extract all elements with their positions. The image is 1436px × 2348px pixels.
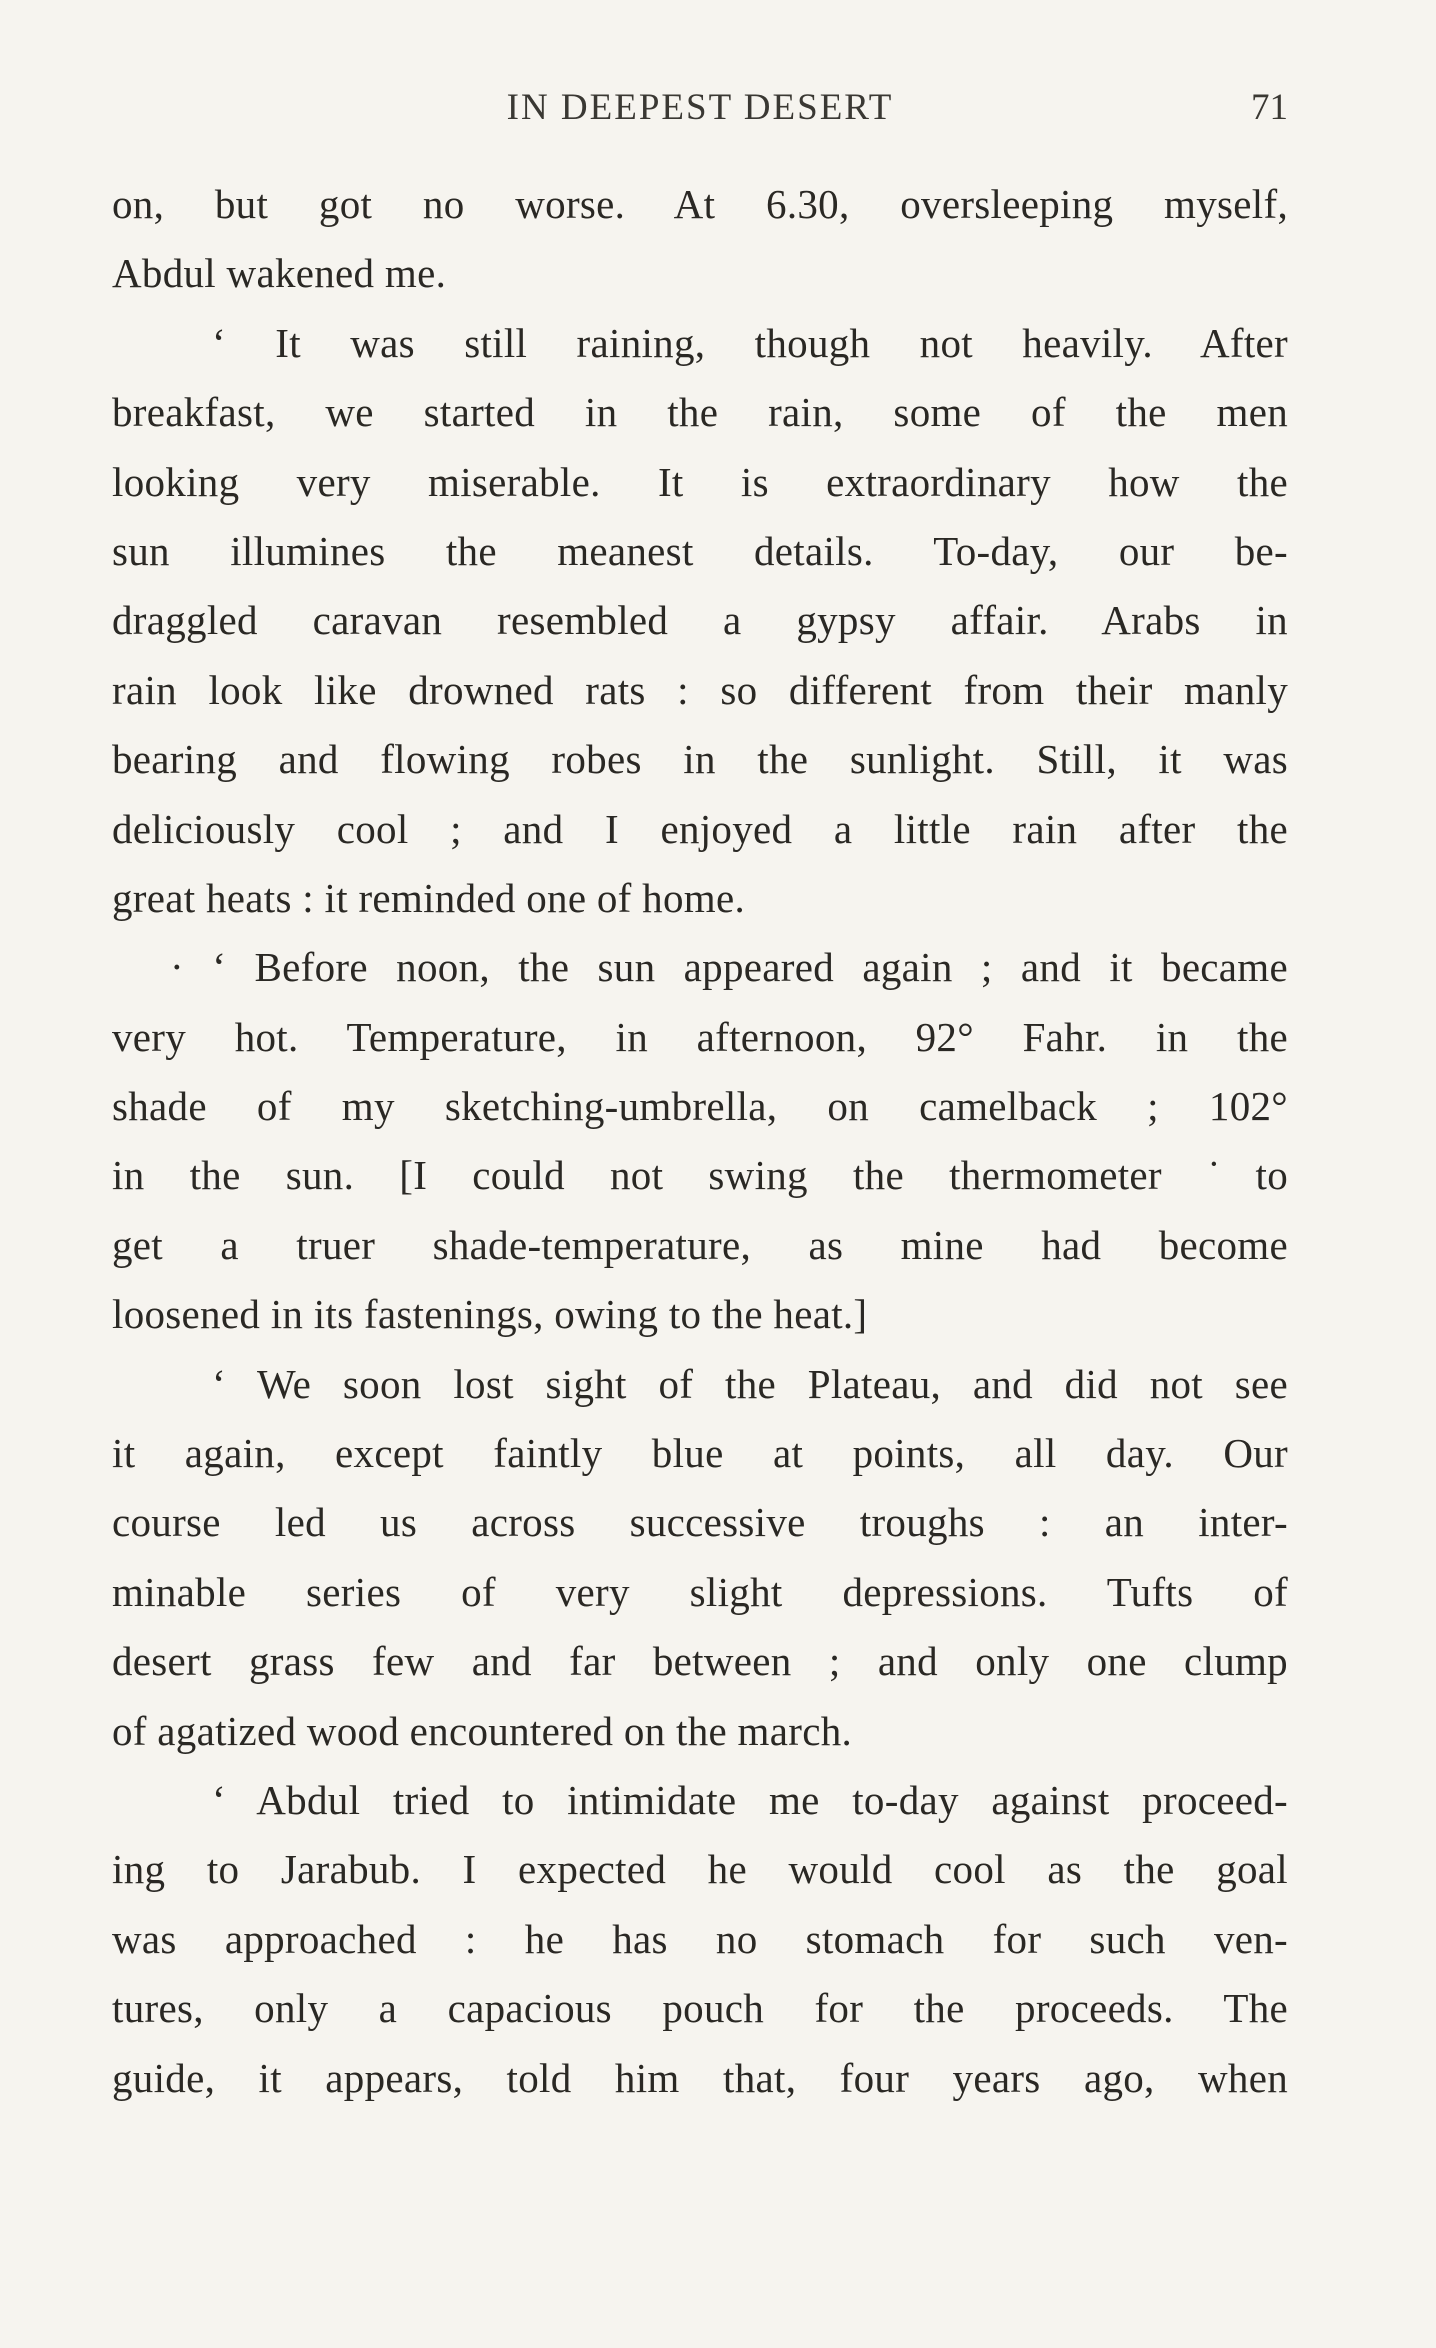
text-line: great heats : it reminded one of home.: [112, 874, 746, 921]
text-line: draggled caravan resembled a gypsy affair. Arabs in: [112, 597, 1288, 644]
text-line: breakfast, we started in the rain, some of the men: [112, 389, 1288, 436]
running-head: [112, 86, 1288, 146]
text-line: course led us across successive troughs : an inter-: [112, 1499, 1288, 1546]
text-line: ‘ We soon lost sight of the Plateau, and did not see: [212, 1360, 1288, 1407]
text-line: sun illumines the meanest details. To-day, our be-: [112, 527, 1288, 574]
text-line: loosened in its fastenings, owing to the heat.]: [112, 1291, 868, 1338]
text-line: was approached : he has no stomach for such ven-: [112, 1915, 1288, 1962]
text-line: ‘ Abdul tried to intimidate me to-day against proceed-: [212, 1776, 1288, 1823]
running-title: IN DEEPEST DESERT: [506, 87, 894, 128]
body-text: [112, 170, 1288, 2113]
text-line: bearing and flowing robes in the sunlight. Still, it was: [112, 736, 1288, 783]
text-line: guide, it appears, told him that, four years ago, when: [112, 2054, 1288, 2101]
text-line: deliciously cool ; and I enjoyed a little rain after the: [112, 805, 1288, 852]
text-line: minable series of very slight depressions. Tufts of: [112, 1568, 1288, 1615]
text-line: on, but got no worse. At 6.30, oversleeping myself,: [112, 181, 1288, 227]
text-line: ‘ It was still raining, though not heavily. After: [212, 319, 1288, 366]
text-line: very hot. Temperature, in afternoon, 92° Fahr. in the: [112, 1013, 1288, 1060]
text-line: tures, only a capacious pouch for the proceeds. The: [112, 1985, 1288, 2032]
text-line: shade of my sketching-umbrella, on camelback ; 102°: [112, 1083, 1288, 1130]
text-line: Abdul wakened me.: [112, 250, 447, 297]
text-line: in the sun. [I could not swing the thermometer ˙to: [112, 1152, 1288, 1199]
text-line: desert grass few and far between ; and only one clump: [112, 1638, 1288, 1685]
text-line: ing to Jarabub. I expected he would cool as the goal: [112, 1846, 1288, 1893]
text-line: of agatized wood encountered on the march.: [112, 1707, 853, 1754]
page-number: 71: [1251, 87, 1288, 128]
text-line: get a truer shade-temperature, as mine had become: [112, 1221, 1288, 1268]
text-line: it again, except faintly blue at points, all day. Our: [112, 1430, 1288, 1477]
text-line: · ‘ Before noon, the sun appeared again ; and it became: [170, 944, 1288, 991]
text-line: looking very miserable. It is extraordinary how the: [112, 458, 1288, 505]
text-line: rain look like drowned rats : so different from their manly: [112, 666, 1288, 713]
